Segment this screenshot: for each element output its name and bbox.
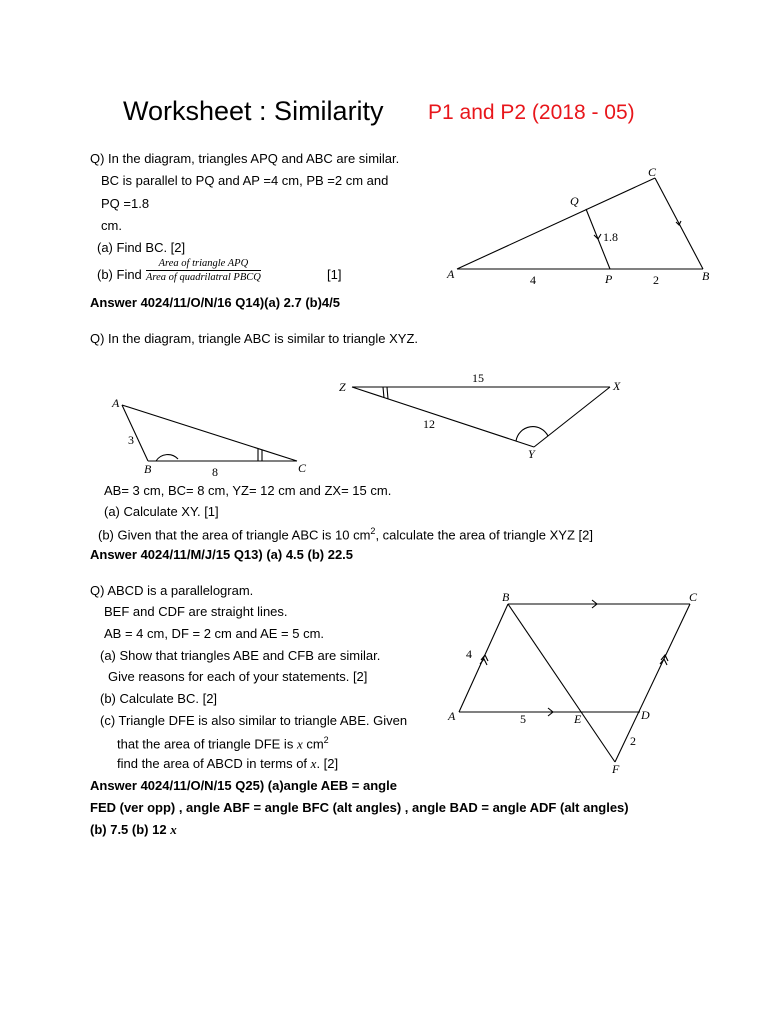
q3-answer-line-3-variable: x <box>170 822 177 837</box>
q3-line-2: BEF and CDF are straight lines. <box>104 604 288 619</box>
q3-line-8-superscript: 2 <box>323 735 329 745</box>
q1-line-1: Q) In the diagram, triangles APQ and ABC are similar. <box>90 151 400 166</box>
q3-line-4: (a) Show that triangles ABE and CFB are similar. <box>100 648 381 663</box>
q1-label-C: C <box>648 165 657 179</box>
q3-line-5: Give reasons for each of your statements. [2] <box>108 669 368 684</box>
q1-label-B: B <box>702 269 710 283</box>
q2-given: AB= 3 cm, BC= 8 cm, YZ= 12 cm and ZX= 15 cm. <box>104 483 392 498</box>
q3-line-9-variable: x <box>310 756 317 771</box>
q2-part-a: (a) Calculate XY. [1] <box>104 504 219 519</box>
q3-label-D: D <box>641 708 650 722</box>
q3-label-C: C <box>689 590 698 604</box>
q3-line-7: (c) Triangle DFE is also similar to triangle ABE. Given <box>100 713 408 728</box>
q3-line-6: (b) Calculate BC. [2] <box>100 691 218 706</box>
q2-label-A: A <box>112 396 120 410</box>
q3-answer-line-3-text: (b) 7.5 (b) 12 <box>90 822 171 837</box>
q1-part-b-marks: [1] <box>327 267 342 282</box>
page-title: Worksheet : Similarity <box>123 96 384 126</box>
q2-part-b-text-end: , calculate the area of triangle XYZ [2] <box>375 527 593 543</box>
q2-length-ZX: 15 <box>472 371 484 385</box>
q3-line-9-text: find the area of ABCD in terms of <box>117 756 311 771</box>
q2-label-Y: Y <box>528 447 535 461</box>
q3-label-F: F <box>612 762 620 776</box>
q1-label-P: P <box>605 272 613 286</box>
q2-label-Z: Z <box>339 380 346 394</box>
q3-label-B: B <box>502 590 510 604</box>
q2-line-1: Q) In the diagram, triangle ABC is similar to triangle XYZ. <box>90 331 419 346</box>
q3-line-9-text-end: . [2] <box>316 756 339 771</box>
q1-answer: Answer 4024/11/O/N/16 Q14)(a) 2.7 (b)4/5 <box>90 295 341 310</box>
q2-label-C: C <box>298 461 307 475</box>
q3-label-A: A <box>448 709 456 723</box>
q1-length-PB: 2 <box>653 273 659 287</box>
q3-answer-line-1: Answer 4024/11/O/N/15 Q25) (a)angle AEB = angle <box>90 778 397 793</box>
q2-part-b-text: (b) Given that the area of triangle ABC is 10 cm <box>98 527 371 543</box>
q1-part-a: (a) Find BC. [2] <box>97 240 186 255</box>
q1-line-3: PQ =1.8 <box>101 196 150 211</box>
q3-line-1: Q) ABCD is a parallelogram. <box>90 583 254 598</box>
q3-line-3: AB = 4 cm, DF = 2 cm and AE = 5 cm. <box>104 626 325 641</box>
q1-label-Q: Q <box>570 194 579 208</box>
q2-answer: Answer 4024/11/M/J/15 Q13) (a) 4.5 (b) 22.5 <box>90 547 354 562</box>
page-subtitle: P1 and P2 (2018 - 05) <box>428 101 635 124</box>
q3-length-DF: 2 <box>630 734 636 748</box>
q1-length-AP: 4 <box>530 273 536 287</box>
q1-line-2: BC is parallel to PQ and AP =4 cm, PB =2 cm and <box>101 173 389 188</box>
q3-length-AE: 5 <box>520 712 526 726</box>
q3-answer-line-2: FED (ver opp) , angle ABF = angle BFC (alt angles) , angle BAD = angle ADF (alt angles) <box>90 800 629 815</box>
q1-fraction-denominator: Area of quadrilatral PBCQ <box>146 272 261 283</box>
q1-length-PQ: 1.8 <box>603 230 618 244</box>
q2-length-AB: 3 <box>128 433 134 447</box>
q3-line-8-unit: cm <box>302 736 324 752</box>
q3-line-8-text: that the area of triangle DFE is <box>117 736 297 752</box>
q1-line-4: cm. <box>101 218 122 233</box>
q1-label-A: A <box>447 267 455 281</box>
q2-part-b-superscript: 2 <box>370 526 376 536</box>
q2-length-BC: 8 <box>212 465 218 479</box>
q3-label-E: E <box>574 712 582 726</box>
q1-fraction-numerator: Area of triangle APQ <box>146 258 261 271</box>
q2-length-ZY: 12 <box>423 417 435 431</box>
q3-length-AB: 4 <box>466 647 472 661</box>
q1-part-b-prefix: (b) Find <box>97 267 142 282</box>
q2-label-B: B <box>144 462 152 476</box>
q2-label-X: X <box>613 379 621 393</box>
q3-line-8-variable: x <box>296 736 303 752</box>
